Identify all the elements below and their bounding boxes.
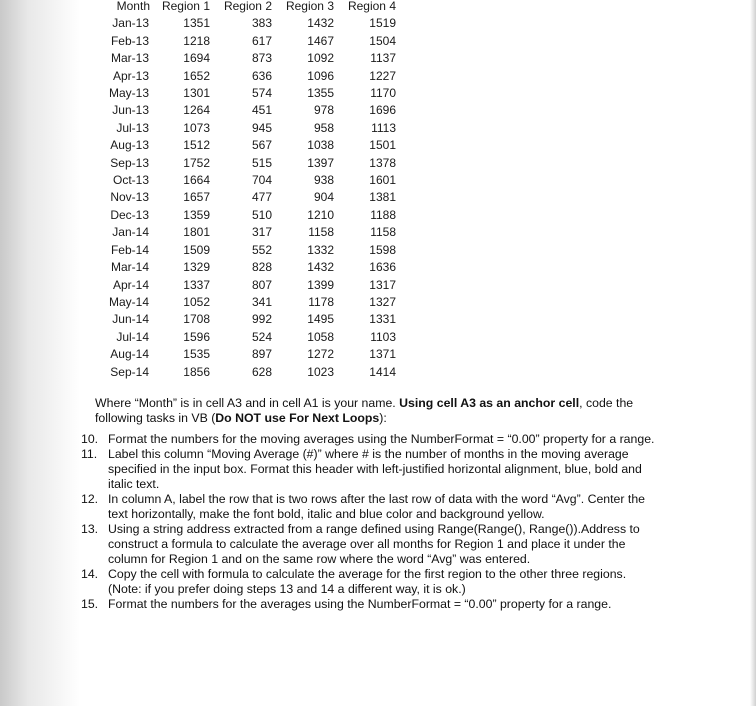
task-number: 14. [81, 567, 99, 581]
region-3-cell: 1023 [307, 364, 334, 379]
region-1-cell: 1301 [183, 86, 210, 101]
region-3-cell: 938 [313, 173, 334, 188]
task-number: 15. [81, 597, 99, 611]
month-cell: Jan-13 [112, 16, 149, 31]
table-row [95, 33, 396, 50]
region-4-cell: 1327 [369, 294, 396, 309]
intro-part-1: Where “Month” is in cell A3 and in cell A1 is your name. [95, 396, 400, 410]
region-4-cell: 1158 [370, 225, 396, 240]
task-list [81, 432, 675, 612]
month-cell: Feb-13 [110, 33, 149, 48]
table-row [95, 189, 396, 206]
region-1-cell: 1509 [183, 242, 210, 257]
table-row [95, 50, 396, 67]
region-3-cell: 1332 [307, 242, 334, 257]
intro-bold-anchor: Using cell A3 as an anchor cell [399, 396, 580, 410]
table-row [95, 137, 396, 154]
region-2-cell: 515 [251, 155, 272, 170]
region-2-cell: 524 [251, 329, 272, 344]
region-2-cell: 383 [251, 16, 272, 31]
region-4-cell: 1598 [369, 242, 396, 257]
region-4-cell: 1501 [369, 138, 396, 153]
region-3-cell: 1058 [307, 329, 334, 344]
region-2-cell: 617 [251, 33, 272, 48]
region-1-cell: 1052 [183, 294, 210, 309]
table-body [95, 15, 396, 381]
region-1-cell: 1351 [183, 16, 210, 31]
region-1-cell: 1652 [183, 68, 210, 83]
region-3-cell: 1178 [308, 294, 334, 309]
table-row [95, 68, 396, 85]
month-cell: Jun-14 [112, 312, 149, 327]
region-4-cell: 1113 [371, 120, 396, 135]
month-cell: Aug-13 [110, 138, 149, 153]
region-4-cell: 1103 [370, 329, 396, 344]
table-row [95, 259, 396, 276]
region-3-cell: 1096 [307, 68, 334, 83]
month-cell: Mar-14 [110, 260, 149, 275]
region-2-cell: 341 [251, 294, 272, 309]
region-2-cell: 992 [251, 312, 272, 327]
region-1-cell: 1512 [183, 138, 210, 153]
instructions [81, 396, 675, 612]
month-cell: Mar-13 [110, 51, 149, 66]
region-1-cell: 1856 [183, 364, 210, 379]
region-2-cell: 567 [251, 138, 272, 153]
region-1-cell: 1708 [183, 312, 210, 327]
region-2-cell: 477 [251, 190, 272, 205]
region-3-cell: 1158 [308, 225, 334, 240]
month-cell: Jul-13 [116, 120, 149, 135]
header-month: Month [116, 0, 150, 13]
region-1-cell: 1752 [183, 155, 210, 170]
region-3-cell: 1495 [307, 312, 334, 327]
region-3-cell: 1432 [307, 260, 334, 275]
region-1-cell: 1218 [183, 33, 210, 48]
header-region-1: Region 1 [161, 0, 210, 13]
table-row [95, 277, 396, 294]
region-1-cell: 1359 [183, 207, 210, 222]
region-3-cell: 1210 [307, 207, 334, 222]
month-cell: Nov-13 [110, 190, 149, 205]
region-3-cell: 1399 [307, 277, 334, 292]
table-row [95, 329, 396, 346]
task-number: 10. [81, 432, 99, 446]
region-2-cell: 704 [251, 173, 272, 188]
region-1-cell: 1264 [183, 103, 210, 118]
region-1-cell: 1337 [183, 277, 210, 292]
task-text: Format the numbers for the averages using the NumberFormat = “0.00” property for a range. [108, 597, 612, 611]
page-shadow-right [750, 0, 756, 706]
intro-part-2: , code the following tasks in VB ( [95, 396, 634, 425]
task-text: Copy the cell with formula to calculate the average for the first region to the other three regions. (Note: if you prefer doing steps 13 and 14 a different way, it is ok.) [108, 567, 627, 596]
table-row [95, 207, 396, 224]
region-2-cell: 317 [251, 225, 272, 240]
region-2-cell: 574 [251, 86, 272, 101]
region-4-cell: 1378 [369, 155, 396, 170]
region-4-cell: 1519 [369, 16, 396, 31]
region-4-cell: 1227 [369, 68, 396, 83]
task-item [81, 522, 661, 567]
region-2-cell: 873 [251, 51, 272, 66]
task-text: In column A, label the row that is two rows after the last row of data with the word “Avg”. Center the text horizontally, make the font bold, italic and blue color and background yellow. [108, 492, 645, 521]
region-3-cell: 1092 [307, 51, 334, 66]
region-3-cell: 1397 [307, 155, 334, 170]
task-number: 12. [81, 492, 99, 506]
region-1-cell: 1657 [183, 190, 210, 205]
task-text: Format the numbers for the moving averages using the NumberFormat = “0.00” property for a range. [108, 432, 655, 446]
region-3-cell: 1432 [307, 16, 334, 31]
month-cell: May-14 [108, 294, 149, 309]
region-4-cell: 1696 [369, 103, 396, 118]
table-header-row [95, 0, 396, 15]
month-cell: Apr-14 [112, 277, 149, 292]
month-cell: Sep-13 [110, 155, 149, 170]
region-3-cell: 1272 [307, 347, 334, 362]
region-2-cell: 510 [251, 207, 272, 222]
table-row [95, 242, 396, 259]
table-row [95, 346, 396, 363]
region-4-cell: 1317 [369, 277, 396, 292]
task-item [81, 447, 661, 492]
region-2-cell: 451 [251, 103, 272, 118]
region-1-cell: 1664 [183, 173, 210, 188]
table-row [95, 15, 396, 32]
region-2-cell: 945 [251, 120, 272, 135]
region-4-cell: 1371 [369, 347, 396, 362]
region-3-cell: 1467 [307, 33, 334, 48]
page-shadow-left [0, 0, 80, 706]
month-cell: Sep-14 [110, 364, 149, 379]
task-item [81, 567, 661, 597]
intro-part-3: ): [379, 411, 387, 425]
table-row [95, 172, 396, 189]
region-2-cell: 807 [251, 277, 272, 292]
month-cell: Jul-14 [116, 329, 149, 344]
month-cell: Dec-13 [110, 207, 149, 222]
table-row [95, 294, 396, 311]
region-1-cell: 1596 [183, 329, 210, 344]
region-1-cell: 1329 [183, 260, 210, 275]
task-number: 13. [81, 522, 99, 536]
region-4-cell: 1636 [369, 260, 396, 275]
region-2-cell: 828 [251, 260, 272, 275]
table-row [95, 155, 396, 172]
task-number: 11. [81, 447, 98, 461]
month-cell: Jun-13 [112, 103, 149, 118]
intro-paragraph [95, 396, 675, 426]
task-item [81, 492, 661, 522]
region-4-cell: 1170 [370, 86, 396, 101]
region-3-cell: 1038 [307, 138, 334, 153]
table-row [95, 85, 396, 102]
region-3-cell: 1355 [307, 86, 334, 101]
task-item [81, 597, 661, 612]
month-cell: Feb-14 [110, 242, 149, 257]
region-1-cell: 1073 [183, 120, 210, 135]
task-item [81, 432, 661, 447]
table-row [95, 224, 396, 241]
month-cell: Oct-13 [112, 173, 149, 188]
region-2-cell: 628 [251, 364, 272, 379]
intro-bold-no-loops: Do NOT use For Next Loops [215, 411, 380, 425]
table-row [95, 102, 396, 119]
region-4-cell: 1381 [369, 190, 396, 205]
table-row [95, 120, 396, 137]
region-4-cell: 1601 [369, 173, 396, 188]
region-3-cell: 958 [313, 120, 334, 135]
month-cell: Apr-13 [112, 68, 149, 83]
region-3-cell: 978 [313, 103, 334, 118]
region-1-cell: 1801 [183, 225, 210, 240]
region-4-cell: 1331 [369, 312, 396, 327]
region-1-cell: 1535 [183, 347, 210, 362]
region-2-cell: 552 [251, 242, 272, 257]
task-text: Label this column “Moving Average (#)” where # is the number of months in the moving average specified in the input box. Format this header with left-justified horizontal alignment, blue, bold and italic text. [108, 447, 642, 491]
month-cell: Jan-14 [112, 225, 149, 240]
table-row [95, 364, 396, 381]
header-region-3: Region 3 [285, 0, 334, 13]
table-row [95, 311, 396, 328]
region-4-cell: 1504 [369, 33, 396, 48]
region-1-cell: 1694 [183, 51, 210, 66]
region-3-cell: 904 [313, 190, 334, 205]
header-region-4: Region 4 [347, 0, 396, 13]
month-cell: Aug-14 [110, 347, 149, 362]
region-2-cell: 897 [251, 347, 272, 362]
month-cell: May-13 [108, 86, 149, 101]
header-region-2: Region 2 [223, 0, 272, 13]
region-4-cell: 1188 [370, 207, 396, 222]
data-table [95, 0, 396, 381]
region-4-cell: 1137 [370, 51, 396, 66]
region-4-cell: 1414 [369, 364, 396, 379]
task-text: Using a string address extracted from a range defined using Range(Range(), Range()).Address to construct a formula to calculate the average over all months for Region 1 and place it under the column for Region 1 and on the same row where the word “Avg” was entered. [108, 522, 640, 566]
region-2-cell: 636 [251, 68, 272, 83]
